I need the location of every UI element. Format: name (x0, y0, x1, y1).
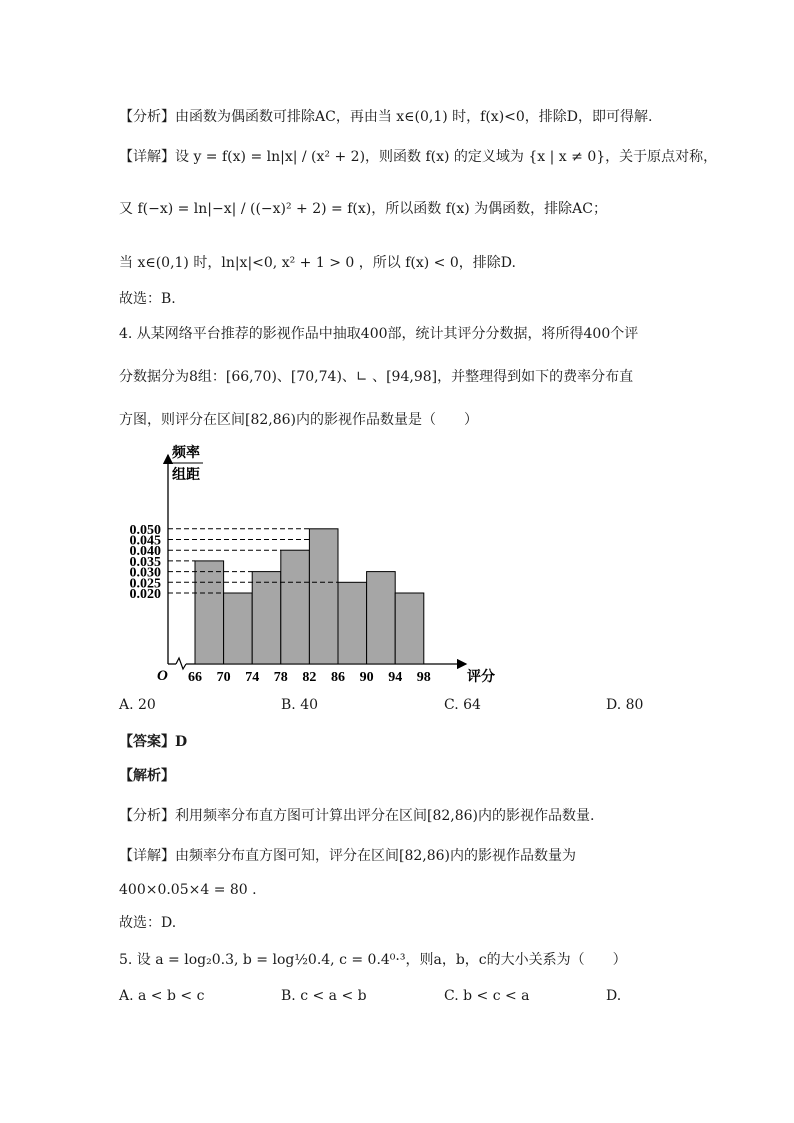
prev-detail-2: 又 f(−x) = ln|−x| / ((−x)² + 2) = f(x)，所以函数 f(x) 为偶函数，排除AC； (119, 201, 607, 217)
q5-option-d: D. (606, 988, 622, 1004)
x-tick-label: 90 (359, 670, 374, 685)
q4-option-c: C. 64 (444, 697, 481, 713)
prev-detail-3: 当 x∈(0,1) 时，ln|x|<0, x² + 1 > 0 ，所以 f(x) < 0，排除D. (119, 255, 516, 271)
q4-answer: 【答案】D (119, 734, 188, 750)
x-tick-label: 94 (388, 670, 403, 685)
y-tick-label: 0.025 (129, 576, 161, 592)
x-tick-label: 78 (273, 670, 288, 685)
q4-option-d: D. 80 (606, 697, 644, 713)
x-tick-label: 70 (216, 670, 231, 685)
prev-analysis: 【分析】由函数为偶函数可排除AC，再由当 x∈(0,1) 时，f(x)<0，排除D，即可得解. (119, 109, 653, 125)
q4-analysis: 【分析】利用频率分布直方图可计算出评分在区间[82,86)内的影视作品数量. (119, 808, 595, 824)
y-tick-label: 0.020 (129, 587, 161, 602)
axis-break-mark (176, 658, 186, 669)
histogram-bar (252, 572, 281, 664)
x-tick-label: 82 (302, 670, 317, 685)
x-tick-label: 74 (245, 670, 260, 685)
q4-choice: 故选：D. (119, 915, 177, 931)
q4-stem-1: 4. 从某网络平台推荐的影视作品中抽取400部，统计其评分分数据，将所得400个评 (119, 326, 639, 342)
q4-option-b: B. 40 (281, 697, 319, 713)
histogram-bar (395, 593, 424, 664)
histogram-bar (367, 572, 396, 664)
histogram-bar (309, 529, 338, 664)
q4-option-a: A. 20 (119, 697, 156, 713)
y-axis-label-denominator: 组距 (172, 468, 200, 483)
histogram-bar (338, 582, 367, 664)
y-tick-label: 0.040 (129, 544, 161, 560)
histogram-bar (281, 550, 310, 664)
origin-label: O (157, 668, 168, 684)
histogram-bar (224, 593, 253, 664)
prev-choice: 故选：B. (119, 291, 176, 307)
q4-jiexi: 【解析】 (119, 768, 175, 784)
histogram-bar (195, 561, 224, 664)
q4-detail-1: 【详解】由频率分布直方图可知，评分在区间[82,86)内的影视作品数量为 (119, 848, 577, 864)
q4-detail-2: 400×0.05×4 = 80 . (119, 882, 257, 898)
q5-option-b: B. c < a < b (281, 988, 367, 1004)
q5-option-a: A. a < b < c (119, 988, 205, 1004)
q4-stem-2: 分数据分为8组：[66,70)、[70,74)、∟ 、[94,98]，并整理得到如下的费率分布直 (119, 369, 634, 385)
x-axis-label: 评分 (467, 670, 495, 685)
prev-detail-1: 【详解】设 y = f(x) = ln|x| / (x² + 2)，则函数 f(x) 的定义域为 {x | x ≠ 0}，关于原点对称， (119, 149, 718, 165)
y-tick-label: 0.035 (129, 554, 161, 570)
x-tick-label: 86 (331, 670, 345, 685)
q4-stem-3: 方图，则评分在区间[82,86)内的影视作品数量是（ ） (119, 412, 479, 428)
q5-option-c: C. b < c < a (444, 988, 530, 1004)
y-tick-label: 0.045 (129, 533, 161, 549)
y-tick-label: 0.050 (129, 522, 161, 538)
q5-stem: 5. 设 a = log₂0.3, b = log½0.4, c = 0.4⁰·³，则a，b，c的大小关系为（ ） (119, 952, 627, 968)
x-tick-label: 98 (416, 670, 431, 685)
y-tick-label: 0.030 (129, 565, 161, 581)
x-tick-label: 66 (188, 670, 202, 685)
y-axis-label-numerator: 频率 (172, 446, 200, 461)
